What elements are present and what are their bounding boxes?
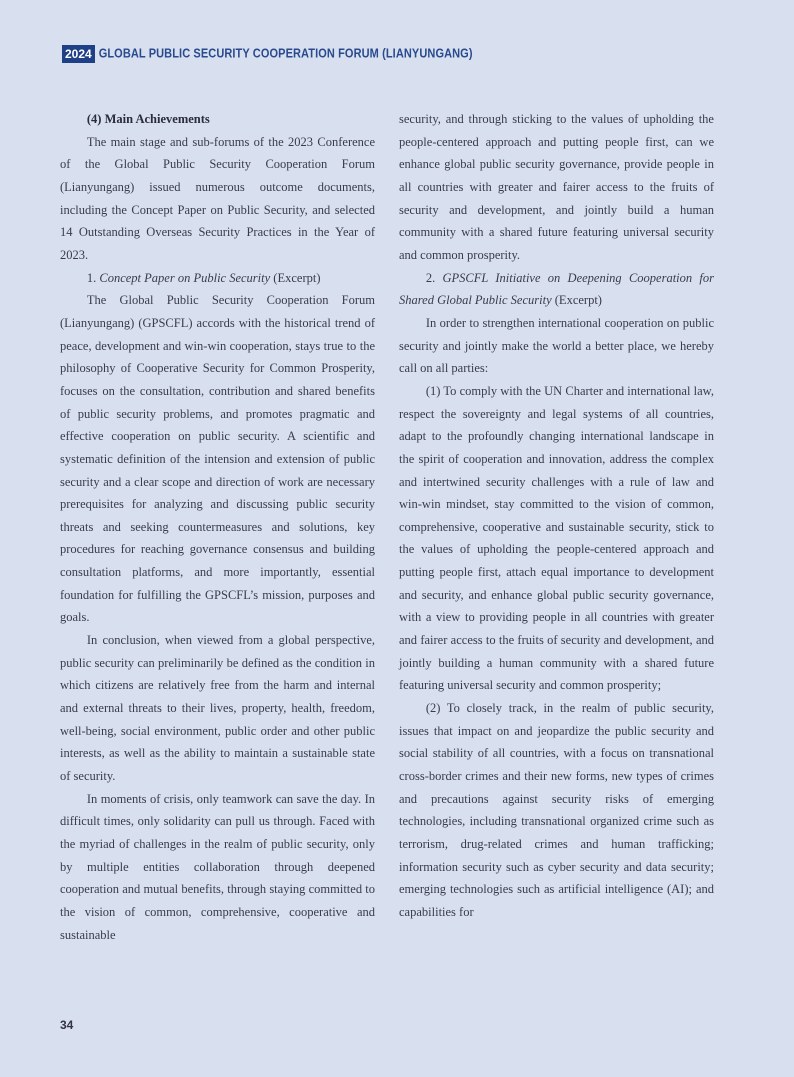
right-column — [399, 108, 714, 924]
page-number: 34 — [60, 1018, 74, 1032]
paragraph-item-1: (1) To comply with the UN Charter and international law, respect the sovereignty and legal systems of all countries, adapt to the profoundly changing international landscape in the spirit of cooperation and innovation, address the complex and intertwined security challenges with a rule of law and win-win mindset, stay committed to the vision of common, comprehensive, cooperative and sustainable security, stick to the values of upholding the people-centered approach and putting people first, attach equal importance to development and security, and enhance global public security governance, with a view to providing people in all countries with greater and fairer access to the fruits of security and development, and jointly building a human community with a shared future featuring universal security and common prosperity; — [399, 383, 714, 693]
paragraph-conclusion: In conclusion, when viewed from a global perspective, public security can preliminarily be defined as the condition in which citizens are relatively free from the harm and internal and external threats to their lives, property, health, freedom, well-being, social environment, public order and other public interests, as well as the ability to maintain a sustainable state of security. — [60, 633, 375, 784]
item-number: 1. — [86, 270, 97, 285]
excerpt-note: (Excerpt) — [554, 293, 602, 308]
paragraph-call-on-parties: In order to strengthen international cooperation on public security and jointly make the world a better place, we hereby call on all parties: — [399, 315, 714, 376]
item-number: 2. — [425, 270, 436, 285]
paragraph-main-achievements: The main stage and sub-forums of the 2023 Conference of the Global Public Security Cooperation Forum (Lianyungang) issued numerous outcome documents, including the Concept Paper on Public Security, and selected 14 Outstanding Overseas Security Practices in the Year of 2023. — [60, 134, 375, 262]
paragraph-continued: security, and through sticking to the values of upholding the people-centered approach and putting people first, can we enhance global public security governance, provide people in all countries with greater and fairer access to the fruits of security and development, and jointly build a human community with a shared future featuring universal security and common prosperity. — [399, 112, 714, 262]
paragraph-crisis: In moments of crisis, only teamwork can save the day. In difficult times, only solidarity can pull us through. Faced with the myriad of challenges in the realm of public security, only by multiple entities collaboration through deepened cooperation and mutual benefits, through staying committed to the vision of common, comprehensive, cooperative and sustainable — [60, 791, 375, 942]
document-title: GPSCFL Initiative on Deepening Cooperation for Shared Global Public Security — [399, 270, 714, 308]
subheading-concept-paper — [60, 267, 375, 290]
document-title: Concept Paper on Public Security — [99, 270, 271, 285]
forum-title: GLOBAL PUBLIC SECURITY COOPERATION FORUM (LIANYUNGANG) — [98, 47, 473, 61]
year-badge: 2024 — [62, 45, 95, 63]
left-column — [60, 108, 375, 946]
paragraph-item-2: (2) To closely track, in the realm of public security, issues that impact on and jeopardize the public security and social stability of all countries, with a focus on transnational cross-border crimes and their new forms, new types of crimes and precautions against security risks of emerging technologies, including transnational organized crime such as terrorism, drug-related crimes and human trafficking; information security such as cyber security and data security; emerging technologies such as artificial intelligence (AI); and capabilities for — [399, 701, 714, 919]
section-heading: (4) Main Achievements — [86, 112, 210, 126]
subheading-initiative — [399, 267, 714, 312]
excerpt-note: (Excerpt) — [273, 270, 321, 285]
paragraph-gpscfl: The Global Public Security Cooperation Forum (Lianyungang) (GPSCFL) accords with the historical trend of peace, development and win-win cooperation, stays true to the philosophy of Cooperative Security for Common Prosperity, focuses on the consultation, contribution and shared benefits of public security problems, and promotes pragmatic and effective cooperation on public security. A scientific and systematic definition of the intension and extension of public security and a clear scope and direction of work are necessary prerequisites for analyzing and discussing public security threats and seeking countermeasures and solutions, key procedures for reaching governance consensus and building consultation platforms, and more importantly, essential foundation for fulfilling the GPSCFL’s mission, purposes and goals. — [60, 293, 375, 625]
running-header — [62, 45, 473, 63]
